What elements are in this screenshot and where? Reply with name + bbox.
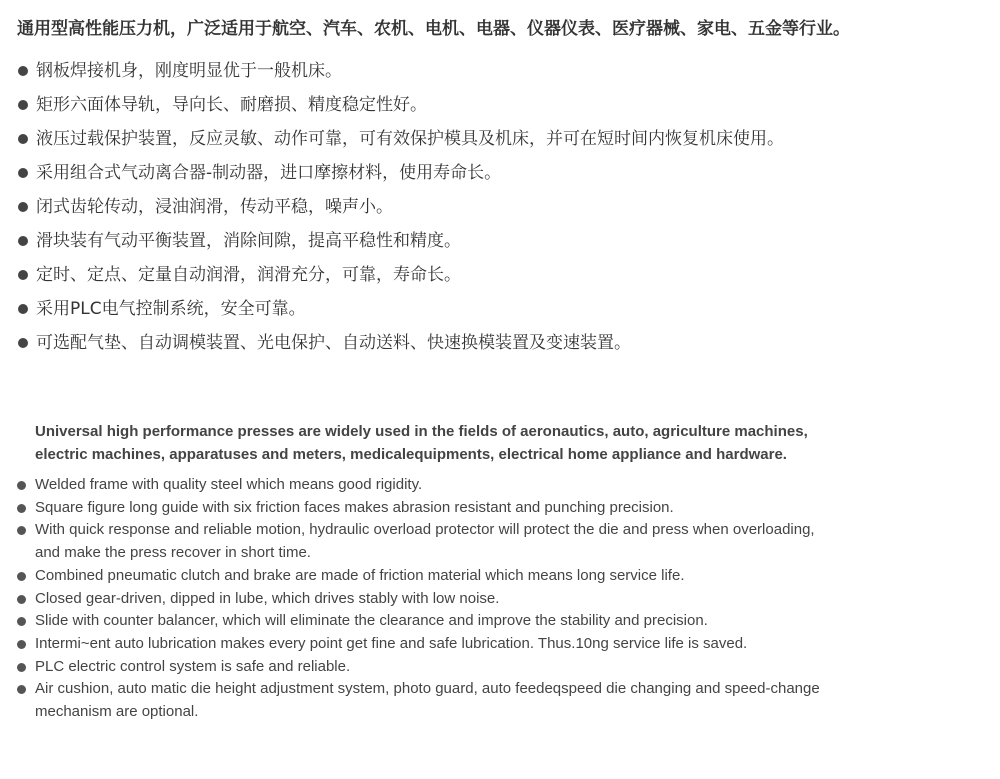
bullet-dot-icon [18,202,28,212]
list-item [17,122,992,156]
list-item [17,88,992,122]
list-item-text: Combined pneumatic clutch and brake are made of friction material which means long service life. [35,566,685,584]
list-item-text: Air cushion, auto matic die height adjustment system, photo guard, auto feedeqspeed die changing and speed-change mechanism are optional. [35,680,820,721]
list-item [17,292,992,326]
bullet-dot-icon [17,504,26,513]
list-item [17,326,992,360]
bullet-dot-icon [18,168,28,178]
bullet-dot-icon [17,663,26,672]
list-item [17,678,835,723]
list-item-text: 液压过载保护装置，反应灵敏、动作可靠，可有效保护模具及机床，并可在短时间内恢复机床使用。 [36,129,784,149]
list-item-text: 采用PLC电气控制系统，安全可靠。 [36,299,306,319]
list-item [17,224,992,258]
list-item-text: Square figure long guide with six friction faces makes abrasion resistant and punching precision. [35,498,674,516]
chinese-feature-list [17,54,992,360]
bullet-dot-icon [17,685,26,694]
list-item [17,610,957,633]
list-item [17,588,957,611]
list-item [17,565,957,588]
list-item [17,519,835,564]
list-item [17,474,957,497]
bullet-dot-icon [18,304,28,314]
bullet-dot-icon [17,572,26,581]
list-item [17,633,957,656]
list-item-text: 定时、定点、定量自动润滑，润滑充分，可靠，寿命长。 [36,265,461,285]
list-item-text: Slide with counter balancer, which will eliminate the clearance and improve the stability and precision. [35,612,708,630]
bullet-dot-icon [18,236,28,246]
list-item-text: With quick response and reliable motion, hydraulic overload protector will protect the die and press when overloading, and make the press recover in short time. [35,521,815,562]
list-item-text: 可选配气垫、自动调模装置、光电保护、自动送料、快速换模装置及变速装置。 [36,333,631,353]
bullet-dot-icon [17,481,26,490]
bullet-dot-icon [18,134,28,144]
chinese-features-section [17,18,992,360]
list-item [17,54,992,88]
bullet-dot-icon [18,338,28,348]
list-item [17,258,992,292]
list-item-text: 采用组合式气动离合器-制动器，进口摩擦材料，使用寿命长。 [36,163,502,183]
chinese-title: 通用型高性能压力机，广泛适用于航空、汽车、农机、电机、电器、仪器仪表、医疗器械、家电、五金等行业。 [17,19,850,39]
list-item [17,156,992,190]
list-item-text: 矩形六面体导轨，导向长、耐磨损、精度稳定性好。 [36,95,427,115]
list-item [17,656,957,679]
list-item-text: PLC electric control system is safe and reliable. [35,657,351,675]
list-item-text: Intermi~ent auto lubrication makes every point get fine and safe lubrication. Thus.10ng service life is saved. [35,634,748,652]
list-item [17,190,992,224]
bullet-dot-icon [17,595,26,604]
bullet-dot-icon [18,270,28,280]
list-item-text: Welded frame with quality steel which means good rigidity. [35,476,423,493]
list-item-text: 钢板焊接机身，刚度明显优于一般机床。 [36,61,342,81]
list-item-text: 滑块装有气动平衡装置，消除间隙，提高平稳性和精度。 [36,231,461,251]
bullet-dot-icon [17,526,26,535]
list-item-text: Closed gear-driven, dipped in lube, which drives stably with low noise. [35,589,500,607]
bullet-dot-icon [18,66,28,76]
english-features-section [17,421,957,724]
list-item-text: 闭式齿轮传动，浸油润滑，传动平稳，噪声小。 [36,197,393,217]
bullet-dot-icon [17,640,26,649]
list-item [17,497,957,520]
bullet-dot-icon [17,617,26,626]
bullet-dot-icon [18,100,28,110]
english-title: Universal high performance presses are widely used in the fields of aeronautics, auto, agriculture machines, electric machines, apparatuses and meters, medicalequipments, electrical home appliance and hardware. [35,423,808,463]
english-feature-list [17,474,957,724]
